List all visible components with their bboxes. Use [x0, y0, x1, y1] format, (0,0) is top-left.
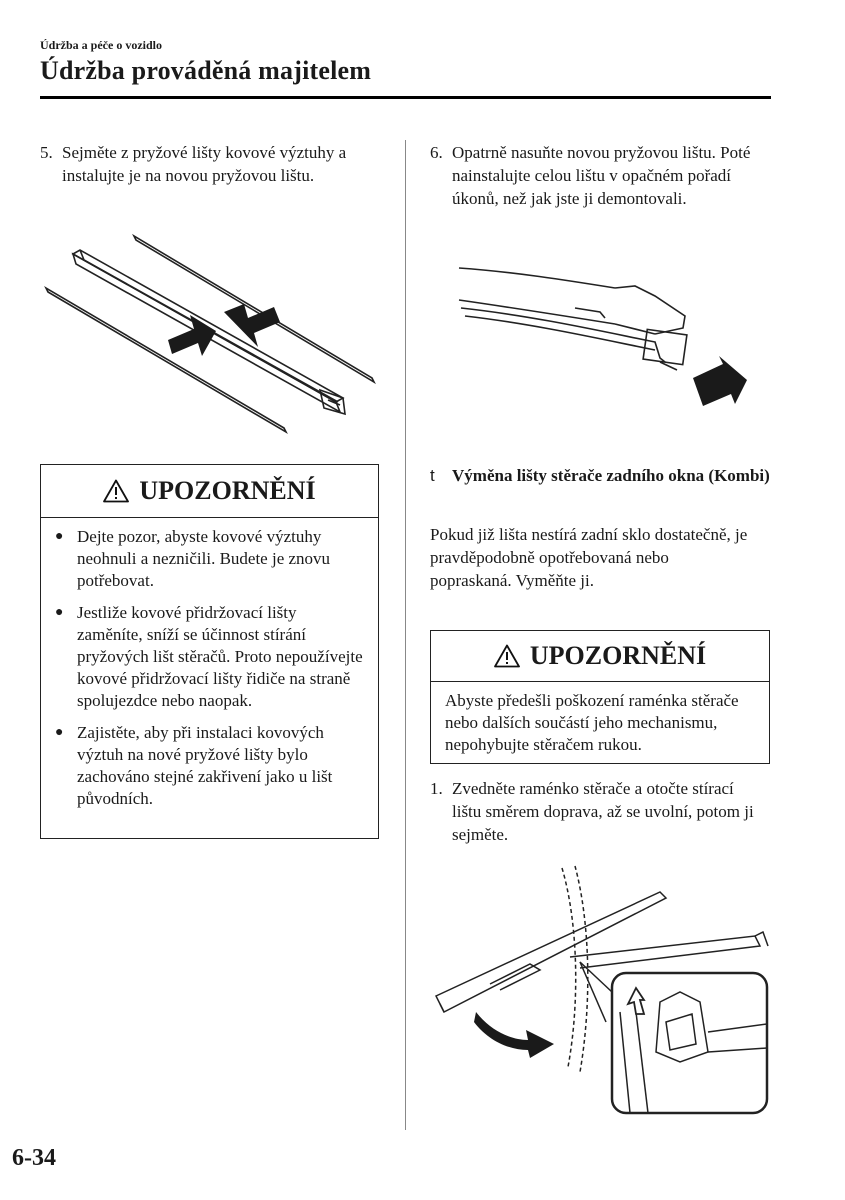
caution-body: Abyste předešli poškození raménka stěrače nebo dalších součástí jeho mechanismu, nepohybujte stěračem rukou.	[445, 691, 739, 754]
bullet-text: Jestliže kovové přidržovací lišty zaměníte, sníží se účinnost stírání pryžových lišt stěračů. Proto nepoužívejte kovové přidržovací lišty řidiče na straně spolujezdce nebo naopak.	[77, 603, 363, 710]
caution-header	[431, 631, 769, 682]
step-number: 6.	[430, 143, 443, 162]
wiper-blade-disassembly-illustration	[40, 230, 385, 435]
caution-title: UPOZORNĚNÍ	[529, 641, 707, 670]
caution-bullet	[55, 722, 364, 810]
caution-bullet	[55, 526, 364, 592]
caution-bullet	[55, 602, 364, 712]
subsection-heading	[430, 464, 775, 487]
blade-insertion-illustration	[455, 258, 755, 408]
caution-body	[41, 518, 378, 828]
bullet-dot: ●	[55, 725, 64, 740]
column-divider	[405, 140, 406, 1130]
page-number: 6-34	[12, 1145, 56, 1171]
intro-paragraph: Pokud již lišta nestírá zadní sklo dostatečně, je pravděpodobně opotřebovaná nebo popraskaná. Vyměňte ji.	[430, 525, 748, 590]
title-rule	[40, 96, 771, 99]
step-5	[40, 141, 360, 187]
section-label: Údržba a péče o vozidlo	[40, 38, 162, 52]
warning-triangle-icon	[494, 644, 520, 668]
step-6	[430, 141, 780, 210]
caution-box	[40, 464, 379, 839]
rear-wiper-removal-illustration	[430, 862, 775, 1117]
caution-box-rear	[430, 630, 770, 764]
bullet-dot: ●	[55, 529, 64, 544]
step-number: 1.	[430, 779, 443, 798]
step-text: Sejměte z pryžové lišty kovové výztuhy a instalujte je na novou pryžovou lištu.	[62, 143, 347, 185]
step-text: Zvedněte raménko stěrače a otočte stírací lištu směrem doprava, až se uvolní, potom ji sejměte.	[452, 779, 754, 844]
section-marker: t	[430, 466, 435, 485]
warning-triangle-icon	[103, 479, 129, 503]
bullet-dot: ●	[55, 605, 64, 620]
bullet-text: Zajistěte, aby při instalaci kovových výztuh na nové pryžové lišty bylo zachováno stejné zakřivení jako u lišt původních.	[77, 723, 333, 808]
bullet-text: Dejte pozor, abyste kovové výztuhy neohnuli a nezničili. Budete je znovu potřebovat.	[77, 527, 331, 590]
step-1	[430, 777, 760, 846]
caution-header	[41, 465, 378, 518]
subsection-title: Výměna lišty stěrače zadního okna (Kombi)	[452, 466, 770, 485]
caution-title: UPOZORNĚNÍ	[139, 476, 316, 505]
step-number: 5.	[40, 143, 53, 162]
step-text: Opatrně nasuňte novou pryžovou lištu. Poté nainstalujte celou lištu v opačném pořadí úkonů, než jak jste ji demontovali.	[452, 143, 751, 208]
page-title: Údržba prováděná majitelem	[40, 56, 372, 85]
